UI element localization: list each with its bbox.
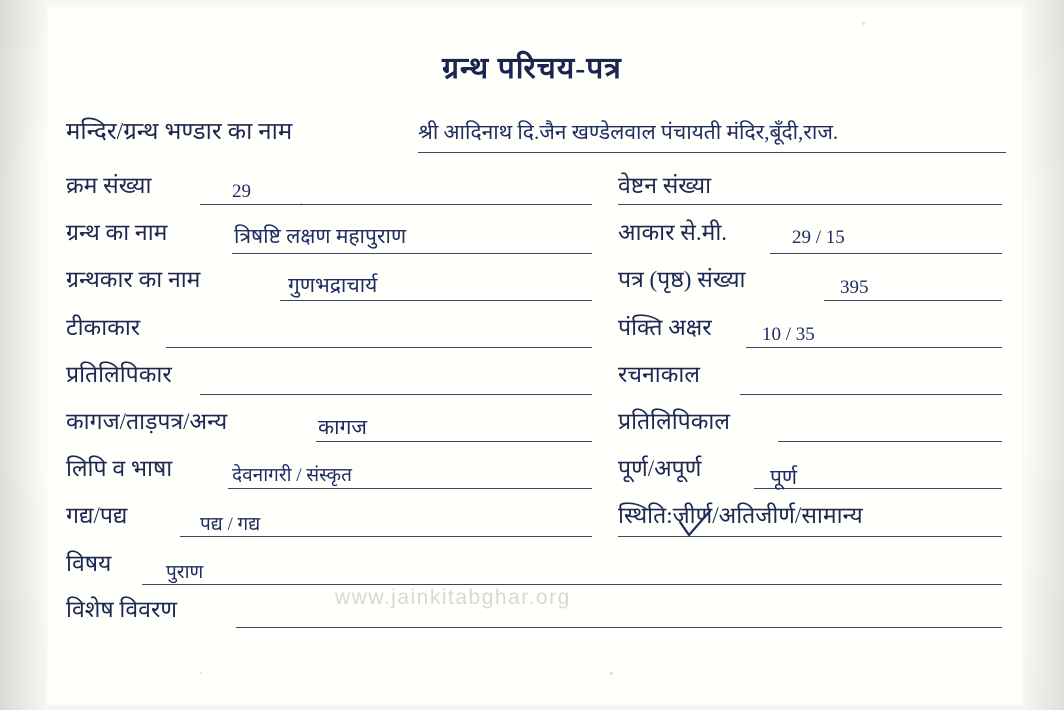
field-rule-left-2 <box>232 253 592 254</box>
field-label-kram-sankhya: क्रम संख्या <box>66 173 152 198</box>
field-label-pratilipikal: प्रतिलिपिकाल <box>618 409 730 434</box>
field-value-aakar-cm: 29 / 15 <box>792 227 845 248</box>
field-value-granthkar-ka-naam: गुणभद्राचार्य <box>288 273 378 297</box>
card-sheet <box>46 6 1024 706</box>
field-value-kram-sankhya: 29 <box>232 181 251 202</box>
paper-speck <box>610 672 613 675</box>
field-label-patra-prishth-sankhya: पत्र (पृष्ठ) संख्या <box>618 267 746 292</box>
header-label: मन्दिर/ग्रन्थ भण्डार का नाम <box>66 119 293 145</box>
field-label-rachnakal: रचनाकाल <box>618 362 700 387</box>
field-rule-left-6 <box>316 441 592 442</box>
field-label-kagaj-tadpatra-anya: कागज/ताड़पत्र/अन्य <box>66 409 228 434</box>
field-rule-left-8 <box>180 536 592 537</box>
field-value-granth-ka-naam: त्रिषष्टि लक्षण महापुराण <box>234 224 407 248</box>
field-label-granthkar-ka-naam: ग्रन्थकार का नाम <box>66 267 201 292</box>
field-label-aakar-cm: आकार से.मी. <box>618 220 728 245</box>
field-label-granth-ka-naam: ग्रन्थ का नाम <box>66 220 168 245</box>
field-label-lipi-va-bhasha: लिपि व भाषा <box>66 456 173 481</box>
field-value-lipi-va-bhasha: देवनागरी / संस्कृत <box>232 465 352 486</box>
field-rule-left-10 <box>236 627 1002 628</box>
field-label-purn-apurn: पूर्ण/अपूर्ण <box>618 456 702 481</box>
field-rule-left-3 <box>280 300 592 301</box>
page-title: ग्रन्थ परिचय-पत्र <box>442 52 622 85</box>
field-value-kagaj-tadpatra-anya: कागज <box>318 415 367 439</box>
field-rule-left-7 <box>228 488 592 489</box>
field-value-purn-apurn: पूर्ण <box>770 465 798 489</box>
field-rule-right-6 <box>778 441 1002 442</box>
field-label-pankti-akshar: पंक्ति अक्षर <box>618 315 712 340</box>
field-rule-right-3 <box>824 300 1002 301</box>
watermark: www.jainkitabghar.org <box>335 586 571 609</box>
field-value-gadya-padya: पद्य / गद्य <box>200 514 261 535</box>
field-rule-left-9 <box>142 584 1002 585</box>
paper-speck <box>862 22 865 25</box>
field-rule-right-1 <box>618 204 1002 205</box>
field-label-vishay: विषय <box>66 551 112 576</box>
field-rule-left-5 <box>200 394 592 395</box>
field-value-pankti-akshar: 10 / 35 <box>762 324 815 345</box>
paper-speck <box>200 672 202 674</box>
field-rule-right-7 <box>754 488 1002 489</box>
field-value-patra-prishth-sankhya: 395 <box>840 277 869 298</box>
field-rule-left-1 <box>200 204 592 205</box>
field-label-veshtan-sankhya: वेष्टन संख्या <box>618 173 712 198</box>
field-rule-right-4 <box>746 347 1002 348</box>
field-rule-right-5 <box>740 394 1002 395</box>
field-label-sthiti: स्थिति:जीर्ण/अतिजीर्ण/सामान्य <box>618 503 863 528</box>
field-label-vishesh-vivaran: विशेष विवरण <box>66 597 177 622</box>
field-label-pratilipikar: प्रतिलिपिकार <box>66 362 172 387</box>
header-value: श्री आदिनाथ दि.जैन खण्डेलवाल पंचायती मंदिर,बूँदी,राज. <box>418 120 839 144</box>
handwritten-tick-icon <box>676 508 714 542</box>
field-rule-left-4 <box>166 347 592 348</box>
field-value-vishay: पुराण <box>166 562 204 583</box>
field-rule-right-2 <box>770 253 1002 254</box>
header-rule <box>418 152 1006 153</box>
field-label-tikakar: टीकाकार <box>66 315 141 340</box>
field-label-gadya-padya: गद्य/पद्य <box>66 503 128 528</box>
